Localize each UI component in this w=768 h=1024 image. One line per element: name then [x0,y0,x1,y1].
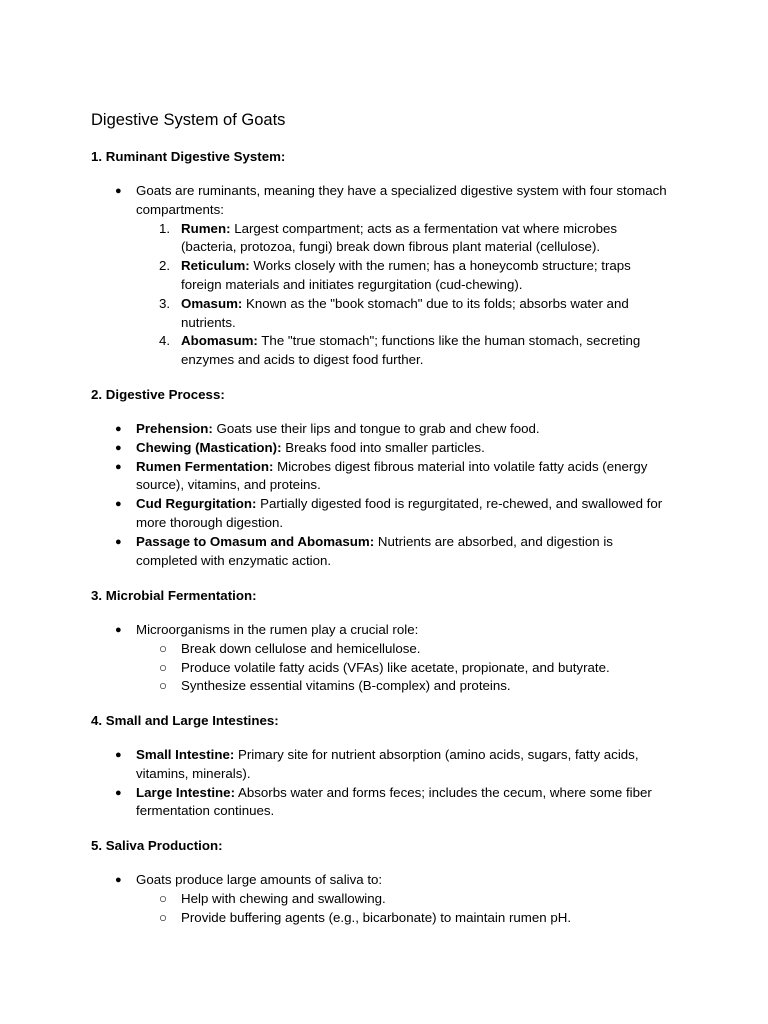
list-number: 4. [159,333,171,349]
bullet-icon: ● [115,535,122,548]
bullet-icon: ● [115,498,122,511]
section-heading: 1. Ruminant Digestive System: [91,149,286,164]
term: Passage to Omasum and Abomasum: [136,533,375,549]
description: The "true stomach"; functions like the human stomach, secreting enzymes and acids to digest food further. [181,333,641,368]
term: Prehension: [136,421,213,436]
section-heading: 5. Saliva Production: [91,838,223,853]
list-item [91,621,676,696]
list-item [136,640,671,659]
description: Largest compartment; acts as a fermentation vat where microbes (bacteria, protozoa, fungi) break down fibrous plant material (cellulose). [181,220,618,255]
list-item-text: Goats are ruminants, meaning they have a specialized digestive system with four stomach compartments: [136,183,667,217]
bullet-icon: ● [115,423,122,435]
list-number: 3. [159,295,171,311]
term: Cud Regurgitation: [136,496,257,512]
list-number: 2. [159,258,171,274]
description: Microbes digest fibrous material into volatile fatty acids (energy source), vitamins, and proteins. [136,458,648,493]
term: Reticulum: [181,258,250,274]
bullet-icon: ● [115,786,122,799]
sub-bullet-list [136,890,676,928]
list-item [91,439,676,458]
circle-bullet-icon: ○ [159,678,168,694]
description: Works closely with the rumen; has a honeycomb structure; traps foreign materials and initiates regurgitation (cud-chewing). [181,258,631,292]
list-item [136,295,671,333]
description: Known as the "book stomach" due to its folds; absorbs water and nutrients. [181,295,629,330]
description: Primary site for nutrient absorption (amino acids, sugars, fatty acids, vitamins, minerals). [136,747,639,781]
section-heading: 3. Microbial Fermentation: [91,588,257,603]
description: Break down cellulose and hemicellulose. [181,640,421,656]
bullet-icon: ● [115,460,122,473]
list-item [91,746,676,784]
list-item-text: Goats produce large amounts of saliva to: [136,872,383,887]
page-title: Digestive System of Goats [91,111,286,129]
list-item [136,220,671,258]
bullet-list [91,871,691,927]
list-number: 1. [159,220,171,236]
bullet-icon: ● [115,441,122,454]
bullet-icon: ● [115,185,122,197]
bullet-list [91,420,691,570]
section-ruminant-digestive-system [91,148,691,370]
term: Small Intestine: [136,747,235,762]
section-heading: 2. Digestive Process: [91,387,225,402]
description: Synthesize essential vitamins (B-complex) and proteins. [181,678,511,694]
bullet-list [91,746,691,821]
circle-bullet-icon: ○ [159,659,168,675]
description: Partially digested food is regurgitated, re-chewed, and swallowed for more thorough digestion. [136,496,663,530]
description: Produce volatile fatty acids (VFAs) like acetate, propionate, and butyrate. [181,659,610,675]
list-item [91,182,676,370]
term: Omasum: [181,295,243,311]
circle-bullet-icon: ○ [159,890,168,906]
bullet-icon: ● [115,874,122,886]
term: Chewing (Mastication): [136,439,282,455]
section-saliva-production [91,837,691,927]
term: Abomasum: [181,333,258,349]
list-item [91,420,676,439]
list-item [136,890,671,909]
list-item [136,257,671,295]
section-microbial-fermentation [91,587,691,696]
description: Nutrients are absorbed, and digestion is completed with enzymatic action. [136,533,613,568]
sub-bullet-list [136,640,676,696]
bullet-list [91,182,691,370]
circle-bullet-icon: ○ [159,640,168,656]
list-item [136,659,671,678]
section-small-and-large-intestines [91,712,691,821]
section-heading: 4. Small and Large Intestines: [91,713,279,728]
list-item [136,332,671,370]
circle-bullet-icon: ○ [159,909,168,925]
numbered-list [136,220,676,370]
section-digestive-process [91,386,691,570]
term: Large Intestine: [136,784,236,800]
list-item [91,458,676,496]
list-item [136,909,671,928]
bullet-icon: ● [115,624,122,636]
list-item [136,677,671,696]
description: Help with chewing and swallowing. [181,890,386,906]
description: Breaks food into smaller particles. [281,439,485,455]
list-item [91,495,676,533]
list-item [91,784,676,822]
list-item-text: Microorganisms in the rumen play a crucial role: [136,622,419,637]
term: Rumen Fermentation: [136,458,274,474]
description: Goats use their lips and tongue to grab and chew food. [212,421,540,436]
list-item [91,533,676,571]
term: Rumen: [181,220,231,236]
list-item [91,871,676,927]
bullet-list [91,621,691,696]
description: Provide buffering agents (e.g., bicarbonate) to maintain rumen pH. [181,909,572,925]
bullet-icon: ● [115,749,122,761]
description: Absorbs water and forms feces; includes the cecum, where some fiber fermentation continues. [136,784,652,819]
